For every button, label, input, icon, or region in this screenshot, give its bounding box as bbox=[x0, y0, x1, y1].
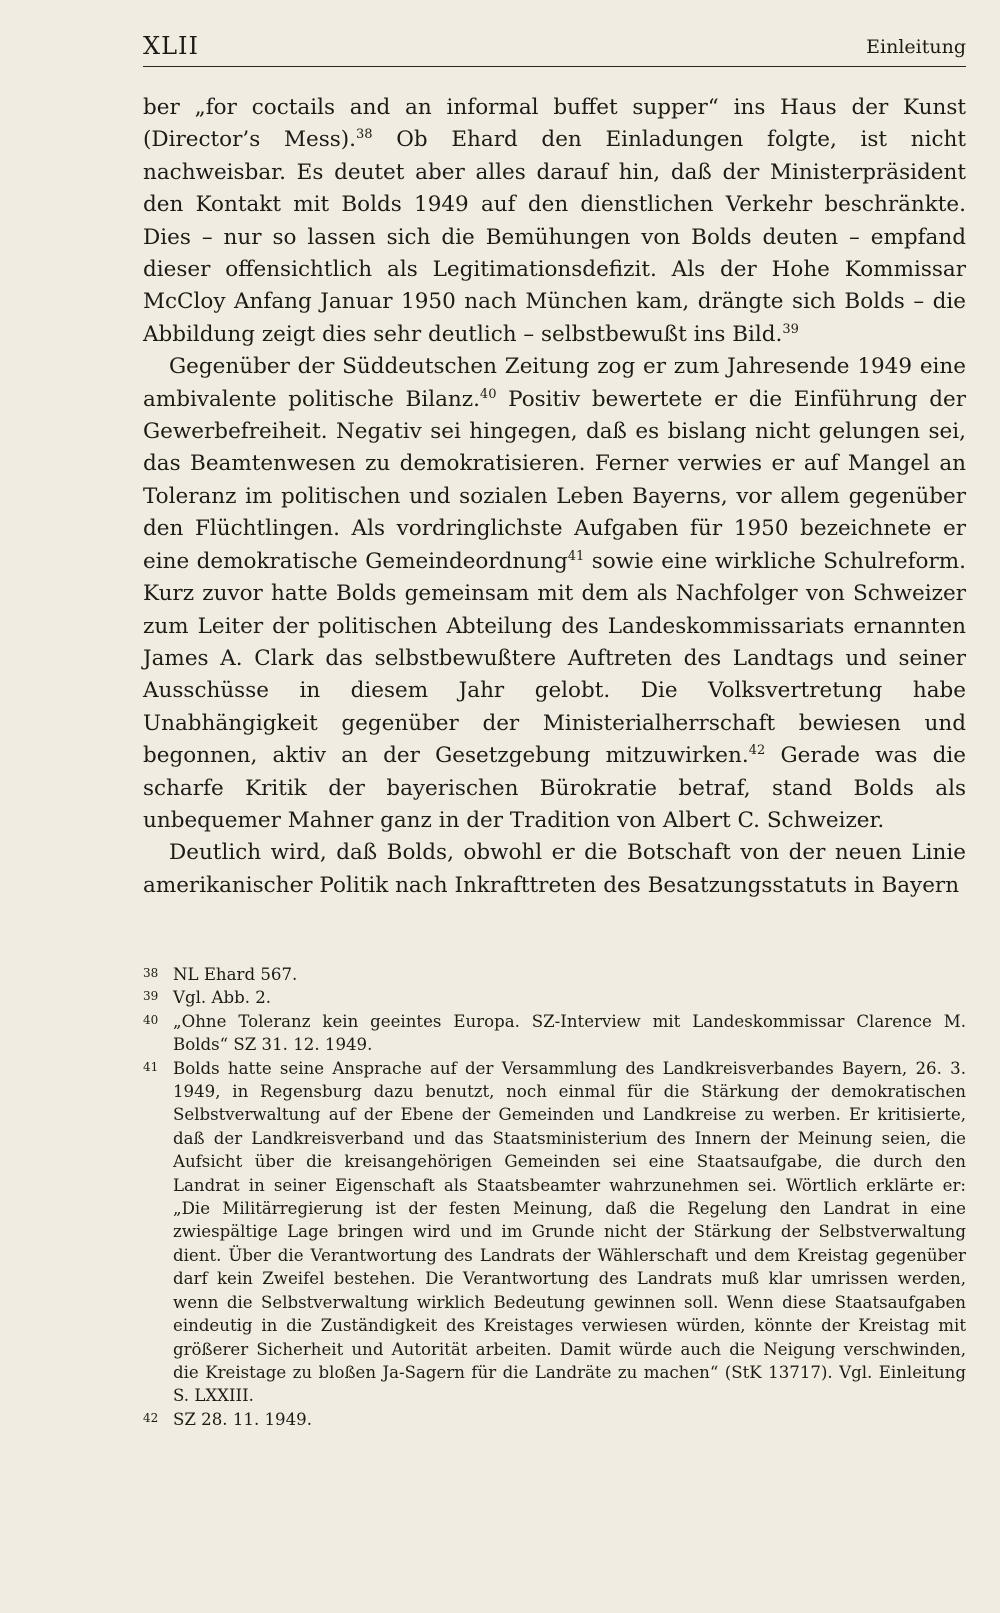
footnote-text: Vgl. Abb. 2. bbox=[173, 988, 272, 1008]
footnote-number: 42 bbox=[143, 1410, 159, 1425]
paragraph bbox=[143, 92, 966, 351]
footnote-number: 40 bbox=[143, 1012, 159, 1027]
text-segment: Deutlich wird, daß Bolds, obwohl er die Botschaft von der neuen Linie amerikanischer Politik nach Inkrafttreten des Besatzungsstatuts in Bayern bbox=[143, 840, 966, 898]
text-segment: Gegenüber der Süddeutschen Zeitung zog er zum Jahresende 1949 eine ambivalente politische Bilanz. bbox=[143, 354, 966, 412]
main-text bbox=[143, 92, 966, 902]
footnote-ref: 42 bbox=[748, 742, 766, 758]
footnote-text: „Ohne Toleranz kein geeintes Europa. SZ-Interview mit Landeskommissar Clarence M. Bolds“ SZ 31. 12. 1949. bbox=[173, 1011, 966, 1055]
text-segment: Ob Ehard den Einladungen folgte, ist nicht nachweisbar. Es deutet aber alles darauf hin, daß der Ministerpräsident den Kontakt mit Bolds 1949 auf den dienstlichen Verkehr beschränkte. Dies – nur so lassen sich die Bemühungen von Bolds deuten – empfand dieser offensichtlich als Legitimationsdefizit. Als der Hohe Kommissar McCloy Anfang Januar 1950 nach München kam, drängte sich Bolds – die Abbildung zeigt dies sehr deutlich – selbstbewußt ins Bild. bbox=[143, 127, 966, 347]
footnote-ref: 41 bbox=[567, 548, 585, 564]
footnote bbox=[143, 963, 966, 986]
footnote-ref: 38 bbox=[356, 127, 373, 143]
footnote-ref: 40 bbox=[479, 386, 497, 402]
paragraph bbox=[143, 837, 966, 902]
text-segment: Gerade was die scharfe Kritik der bayerischen Bürokratie betraf, stand Bolds als unbequemer Mahner ganz in der Tradition von Albert C. Schweizer. bbox=[143, 743, 966, 833]
footnotes bbox=[143, 963, 966, 1431]
page-number: XLII bbox=[143, 32, 199, 60]
text-segment: sowie eine wirkliche Schulreform. Kurz zuvor hatte Bolds gemeinsam mit dem als Nachfolger von Schweizer zum Leiter der politischen Abteilung des Landeskommissariats ernannten James A. Clark das selbstbewußtere Auftreten des Landtags und seiner Ausschüsse in diesem Jahr gelobt. Die Volksvertretung habe Unabhängigkeit gegenüber der Ministerialherrschaft bewiesen und begonnen, aktiv an der Gesetzgebung mitzuwirken. bbox=[143, 548, 967, 769]
text-segment: Positiv bewertete er die Einführung der Gewerbefreiheit. Negativ sei hingegen, daß es bislang nicht gelungen sei, das Beamtenwesen zu demokratisieren. Ferner verwies er auf Mangel an Toleranz im politischen und sozialen Leben Bayerns, vor allem gegenüber den Flüchtlingen. Als vordringlichste Aufgaben für 1950 bezeichnete er eine demokratische Gemeindeordnung bbox=[143, 386, 966, 574]
footnote bbox=[143, 1057, 966, 1408]
footnote-text: Bolds hatte seine Ansprache auf der Versammlung des Landkreisverbandes Bayern, 26. 3. 1949, in Regensburg dazu benutzt, noch einmal für die Stärkung der demokratischen Selbstverwaltung auf der Ebene der Gemeinden und Landkreise zu werben. Er kritisierte, daß der Landkreisverband und das Staatsministerium des Innern der Meinung seien, die Aufsicht über die kreisangehörigen Gemeinden sei eine Staatsaufgabe, die durch den Landrat in seiner Eigenschaft als Staatsbeamter wahrzunehmen sei. Wörtlich erklärte er: „Die Militärregierung ist der festen Meinung, daß die Regelung den Landrat in eine zwiespältige Lage bringen wird und im Grunde nicht der Stärkung der Selbstverwaltung dient. Über die Verantwortung des Landrats der Wählerschaft und dem Kreistag gegenüber darf kein Zweifel bestehen. Die Verantwortung des Landrats muß klar umrissen werden, wenn die Selbstverwaltung wirklich Bedeutung gewinnen soll. Wenn diese Staatsaufgaben eindeutig in die Zuständigkeit des Kreistages verwiesen würden, könnte der Kreistag mit größerer Sicherheit und Autorität arbeiten. Damit würde auch die Neigung verschwinden, die Kreistage zu bloßen Ja-Sagern für die Landräte zu machen“ (StK 13717). Vgl. Einleitung S. LXXIII. bbox=[173, 1058, 966, 1406]
footnote bbox=[143, 986, 966, 1009]
footnote-number: 39 bbox=[143, 989, 159, 1004]
footnote bbox=[143, 1010, 966, 1057]
footnote bbox=[143, 1408, 966, 1431]
text-segment: ber „for coctails and an informal buffet supper“ ins Haus der Kunst (Director’s Mess). bbox=[143, 95, 966, 153]
running-head: Einleitung bbox=[866, 36, 966, 58]
footnote-ref: 39 bbox=[782, 321, 799, 337]
footnote-number: 41 bbox=[143, 1059, 159, 1074]
footnote-number: 38 bbox=[143, 966, 159, 980]
paragraph bbox=[143, 351, 966, 837]
footnote-text: NL Ehard 567. bbox=[173, 965, 298, 984]
page-header bbox=[143, 28, 966, 67]
footnote-text: SZ 28. 11. 1949. bbox=[173, 1409, 313, 1429]
